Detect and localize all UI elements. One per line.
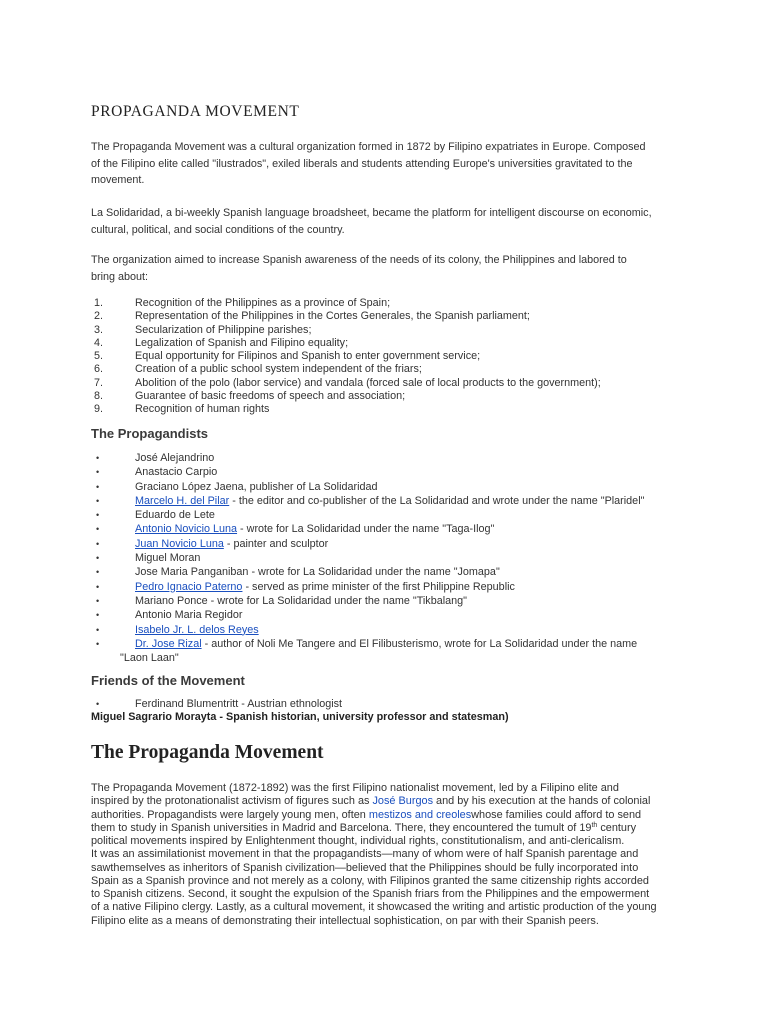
intro-paragraph-2: La Solidaridad, a bi-weekly Spanish language broadsheet, became the platform for intelligent discourse on economic, cultural, political, and social conditions of the country.	[91, 207, 652, 236]
link-jose-burgos[interactable]: José Burgos	[372, 795, 434, 808]
rizal-continuation: "Laon Laan"	[120, 651, 179, 664]
friends-list	[96, 697, 696, 711]
link-pedro-paterno[interactable]: Pedro Ignacio Paterno	[135, 580, 243, 593]
list-item: • Juan Novicio Luna - painter and sculptor	[96, 537, 329, 550]
list-item: • Ferdinand Blumentritt - Austrian ethnologist	[96, 698, 343, 710]
page-title: PROPAGANDA MOVEMENT	[91, 103, 300, 120]
list-item: 1. Recognition of the Philippines as a province of Spain;	[94, 297, 391, 309]
list-item: • Marcelo H. del Pilar - the editor and co-publisher of the La Solidaridad and wrote under the name "Plaridel"	[96, 494, 645, 507]
list-item: 6. Creation of a public school system independent of the friars;	[94, 363, 422, 376]
propagandists-heading: The Propagandists	[91, 426, 209, 441]
link-marcelo-del-pilar[interactable]: Marcelo H. del Pilar	[135, 494, 230, 507]
list-item: • Graciano López Jaena, publisher of La Solidaridad	[96, 480, 378, 493]
section-heading: The Propaganda Movement	[91, 742, 324, 763]
link-juan-luna[interactable]: Juan Novicio Luna	[135, 537, 224, 550]
list-item: • Eduardo de Lete	[96, 509, 215, 522]
list-item: • Isabelo Jr. L. delos Reyes	[96, 623, 259, 636]
aims-list	[94, 297, 694, 417]
list-item: • Antonio Novicio Luna - wrote for La Solidaridad under the name "Taga-Ilog"	[96, 523, 495, 536]
list-item: • Antonio Maria Regidor	[96, 609, 243, 622]
list-item: 9. Recognition of human rights	[94, 403, 270, 416]
link-isabelo-delos-reyes[interactable]: Isabelo Jr. L. delos Reyes	[135, 623, 259, 636]
list-item: • Mariano Ponce - wrote for La Solidaridad under the name "Tikbalang"	[96, 594, 467, 607]
list-item: 4. Legalization of Spanish and Filipino equality;	[94, 336, 349, 349]
list-item: • Jose Maria Panganiban - wrote for La Solidaridad under the name "Jomapa"	[96, 566, 500, 579]
list-item: 3. Secularization of Philippine parishes;	[94, 323, 312, 336]
list-item: • Anastacio Carpio	[96, 466, 218, 479]
propagandists-list	[96, 451, 696, 664]
link-jose-rizal[interactable]: Dr. Jose Rizal	[135, 637, 202, 650]
list-item: 5. Equal opportunity for Filipinos and Spanish to enter government service;	[94, 350, 481, 363]
intro-paragraph-1: The Propaganda Movement was a cultural organization formed in 1872 by Filipino expatriates in Europe. Composed of the Filipino elite called "ilustrados", exiled liberals and students attending Europe's universities gravitated to the movement.	[91, 141, 646, 186]
link-mestizos-creoles[interactable]: mestizos and creoles	[368, 808, 472, 821]
list-item: • José Alejandrino	[96, 452, 215, 464]
section-body: The Propaganda Movement (1872-1892) was the first Filipino nationalist movement, led by a Filipino elite and inspired by the protonationalist activism of figures such as José Burgos and by his execution at the hands of colonial authorities. Propagandists were largely young men, often mestizos and creoleswhose families could afford to send them to study in Spanish universities in Madrid and Barcelona. There, they encountered the tumult of 19th century political movements inspired by Enlightenment thought, individual rights, constitutionalism, and anti-clericalism. It was an assimilationist movement in that the propagandists—many of whom were of half Spanish parentage and sawthemselves as inheritors of Spanish civilization—believed that the Philippines should be fully incorporated into Spain as a Spanish province and not merely as a colony, with Filipinos granted the same citizenship rights accorded to Spanish citizens. Second, it sought the expulsion of the Spanish friars from the Philippines and the empowerment of a native Filipino clergy. Lastly, as a cultural movement, it showcased the writing and artistic production of the young Filipino elite as a means of demonstrating their intellectual sophistication, on par with their Spanish peers.	[91, 782, 657, 927]
intro-paragraph-3: The organization aimed to increase Spanish awareness of the needs of its colony, the Philippines and labored to bring about:	[91, 254, 627, 283]
list-item: 7. Abolition of the polo (labor service) and vandala (forced sale of local products to the government);	[94, 376, 601, 389]
list-item: • Miguel Moran	[96, 552, 201, 565]
link-antonio-luna[interactable]: Antonio Novicio Luna	[135, 523, 238, 536]
list-item: • Pedro Ignacio Paterno - served as prime minister of the first Philippine Republic	[96, 580, 515, 593]
morayta-line: Miguel Sagrario Morayta - Spanish historian, university professor and statesman)	[91, 711, 509, 723]
friends-heading: Friends of the Movement	[91, 673, 245, 688]
list-item: • Dr. Jose Rizal - author of Noli Me Tangere and El Filibusterismo, wrote for La Solidaridad under the name "Laon Laan"	[96, 637, 638, 664]
list-item: 8. Guarantee of basic freedoms of speech and association;	[94, 390, 406, 403]
list-item: 2. Representation of the Philippines in the Cortes Generales, the Spanish parliament;	[94, 310, 530, 323]
